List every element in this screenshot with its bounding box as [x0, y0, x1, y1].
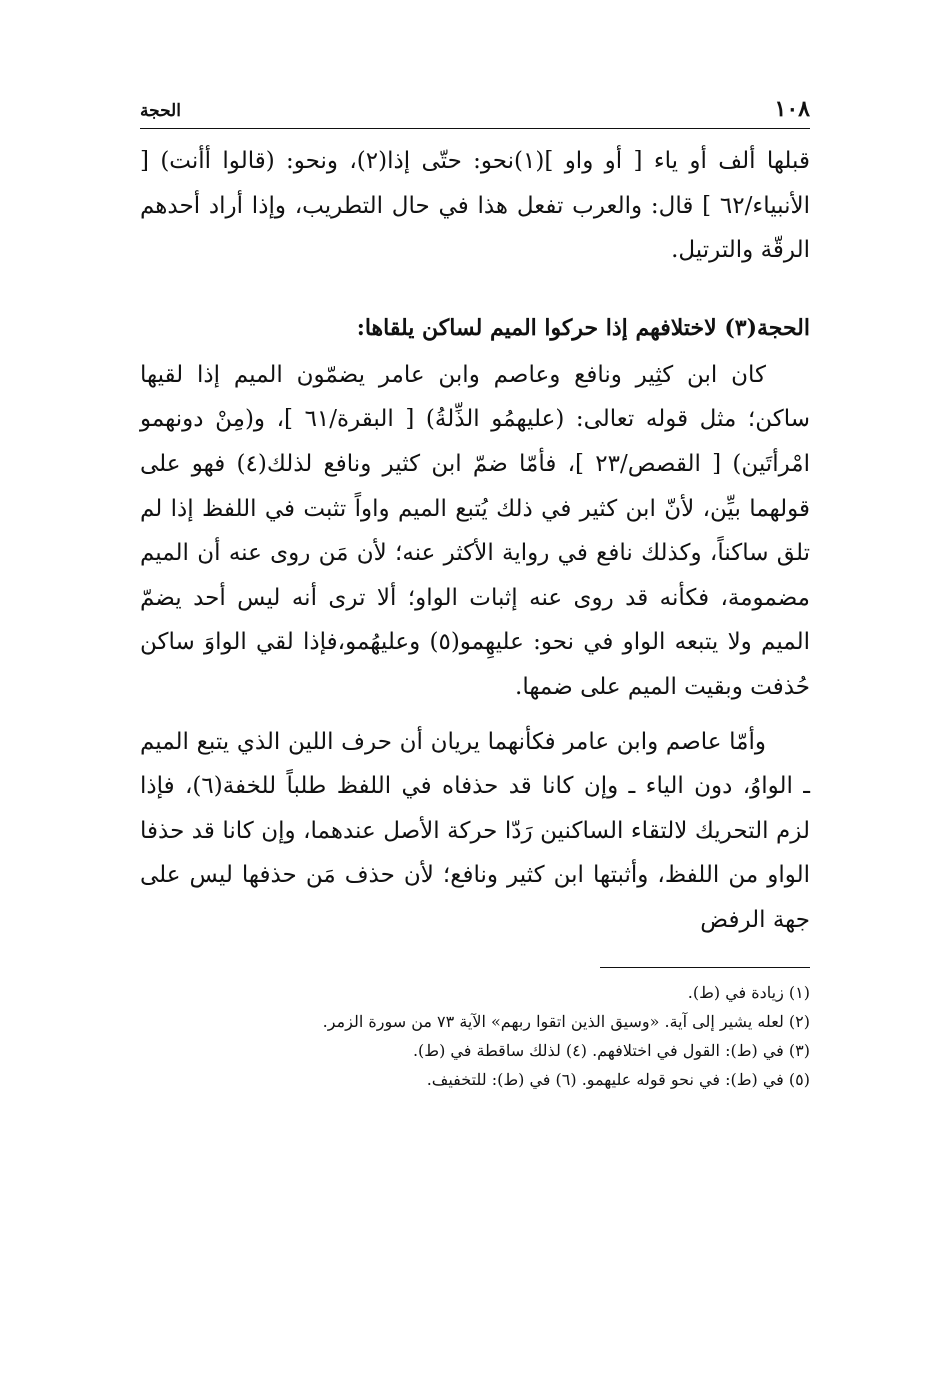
footnote: (٢) لعله يشير إلى آية. «وسيق الذين اتقوا ربهم» الآية ٧٣ من سورة الزمر. [322, 1011, 810, 1031]
paragraph: كان ابن كثِير ونافع وعاصم وابن عامر يضمّون الميم إذا لقيها ساكن؛ مثل قوله تعالى: (عليهمُو الذِّلةُ) [ البقرة/٦١ ]، و(مِنْ دونهمو امْرأتَين) [ القصص/٢٣ ]، فأمّا ضمّ ابن كثير ونافع لذلك(٤) فهو على قولهما بيِّن، لأنّ ابن كثير في ذلك يُتبع الميم واواً تثبت في اللفظ إذا لم تلق ساكناً، وكذلك نافع في رواية الأكثر عنه؛ لأن مَن روى عنه أن الميم مضمومة، فكأنه قد روى عنه إثبات الواو؛ ألا ترى أنه ليس أحد يضمّ الميم ولا يتبعه الواو في نحو: عليهِمو(٥) وعليهُمو،فإذا لقي الواوَ ساكن حُذفت وبقيت الميم على ضمها. [140, 361, 810, 700]
book-page [140, 96, 810, 1094]
page-number: ١٠٨ [774, 96, 810, 122]
footnote: (٣) في (ط): القول في اختلافهم. (٤) لذلك ساقطة في (ط). [412, 1040, 810, 1060]
footnote-divider [600, 967, 810, 968]
paragraph: وأمّا عاصم وابن عامر فكأنهما يريان أن حرف اللين الذي يتبع الميم ـ الواوُ، دون الياء ـ وإن كانا قد حذفاه في اللفظ طلباً للخفة(٦)، فإذا لزم التحريك لالتقاء الساكنين رَدّا حركة الأصل عندهما، وإن كانا قد حذفا الواو من اللفظ، وأثبتها ابن كثير ونافع؛ لأن حذف مَن حذفها ليس على جهة الرفض [140, 728, 810, 933]
running-title: الحجة [140, 101, 181, 121]
paragraph-continuation: قبلها ألف أو ياء [ أو واو ](١)نحو: حتّى إذا(٢)، ونحو: (قالوا أأنت) [ الأنبياء/٦٢ ] قال: والعرب تفعل هذا في حال التطريب، وإذا أراد أحدهم الرقّة والترتيل. [140, 148, 810, 264]
footnote: (٥) في (ط): في نحو قوله عليهمو. (٦) في (ط): للتخفيف. [426, 1069, 810, 1089]
footnotes [140, 978, 810, 1094]
running-header [140, 96, 810, 129]
footnote: (١) زيادة في (ط). [687, 982, 810, 1002]
main-text [140, 139, 810, 943]
section-heading: الحجة(٣) لاختلافهم إذا حركوا الميم لساكن يلقاها: [356, 314, 810, 341]
